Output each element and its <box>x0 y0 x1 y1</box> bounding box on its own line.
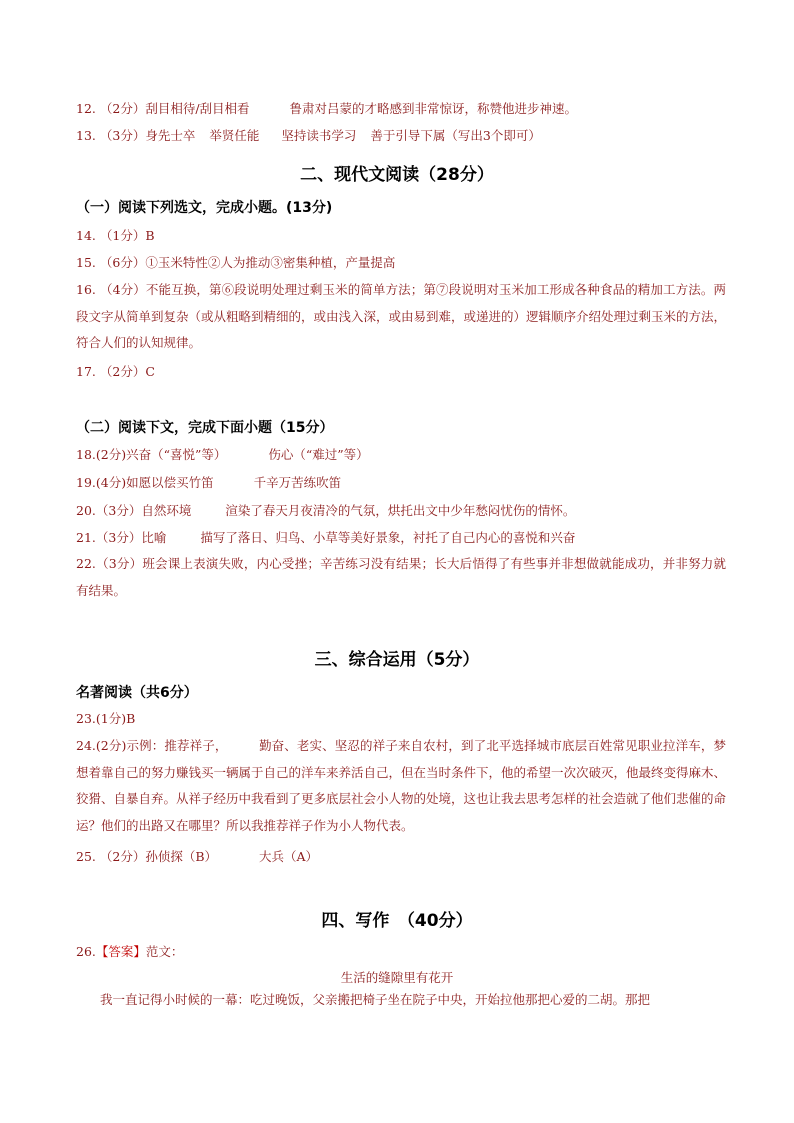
section-title-reading: 二、现代文阅读（28分） <box>300 165 494 185</box>
answer-q14: 14. （1分）B <box>76 228 155 243</box>
answer-q15: 15. （6分）①玉米特性②人为推动③密集种植，产量提高 <box>76 255 396 270</box>
answer-q19: 19.(4分)如愿以偿买竹笛 千辛万苦练吹笛 <box>76 475 342 490</box>
subsection-title-3: 名著阅读（共6分） <box>76 685 198 701</box>
subsection-title-2: （二）阅读下文，完成下面小题（15分） <box>76 420 334 436</box>
answer-q22: 22.（3分）班会课上表演失败，内心受挫；辛苦练习没有结果；长大后悟得了有些事并非想做就能成功，并非努力就有结果。 <box>76 556 726 598</box>
answer-q21: 21.（3分）比喻 描写了落日、归鸟、小草等美好景象，衬托了自己内心的喜悦和兴奋 <box>76 530 576 545</box>
essay-paragraph: 我一直记得小时候的一幕：吃过晚饭，父亲搬把椅子坐在院子中央，开始拉他那把心爱的二胡。那把 <box>100 992 651 1007</box>
answer-q26: 26.【答案】范文： <box>76 944 184 959</box>
answer-q16: 16. （4分）不能互换，第⑥段说明处理过剩玉米的简单方法；第⑦段说明对玉米加工形成各种食品的精加工方法。两段文字从简单到复杂（或从粗略到精细的，或由浅入深，或由易到难，或递进的）逻辑顺序介绍处理过剩玉米的方法，符合人们的认知规律。 <box>76 282 727 350</box>
section-title-writing: 四、写作 （40分） <box>321 911 473 931</box>
essay-title: 生活的缝隙里有花开 <box>340 970 454 985</box>
answer-q13: 13. （3分）身先士卒 举贤任能 坚持读书学习 善于引导下属（写出3个即可） <box>76 128 541 143</box>
answer-q12: 12. （2分）刮目相待/刮目相看 鲁肃对吕蒙的才略感到非常惊讶，称赞他进步神速。 <box>76 101 578 116</box>
answer-q25: 25. （2分）孙侦探（B） 大兵（A） <box>76 849 319 864</box>
subsection-title-1: （一）阅读下列选文，完成小题。(13分) <box>76 200 333 216</box>
answer-q17: 17. （2分）C <box>76 364 155 379</box>
answer-q20: 20.（3分）自然环境 渲染了春天月夜清冷的气氛，烘托出文中少年愁闷忧伤的情怀。 <box>76 503 576 518</box>
answer-q23: 23.(1分)B <box>76 711 136 726</box>
answer-q18: 18.(2分)兴奋（“喜悦”等） 伤心（“难过”等） <box>76 447 369 462</box>
answer-q24: 24.(2分)示例：推荐祥子， 勤奋、老实、坚忍的祥子来自农村，到了北平选择城市底层百姓常见职业拉洋车，梦想着靠自己的努力赚钱买一辆属于自己的洋车来养活自己，但在当时条件下，他的希望一次次破灭，他最终变得麻木、狡猾、自暴自弃。从祥子经历中我看到了更多底层社会小人物的处境，这也让我去思考怎样的社会造就了他们悲催的命运？他们的出路又在哪里？所以我推荐祥子作为小人物代表。 <box>76 738 727 833</box>
section-title-application: 三、综合运用（5分） <box>314 650 480 670</box>
